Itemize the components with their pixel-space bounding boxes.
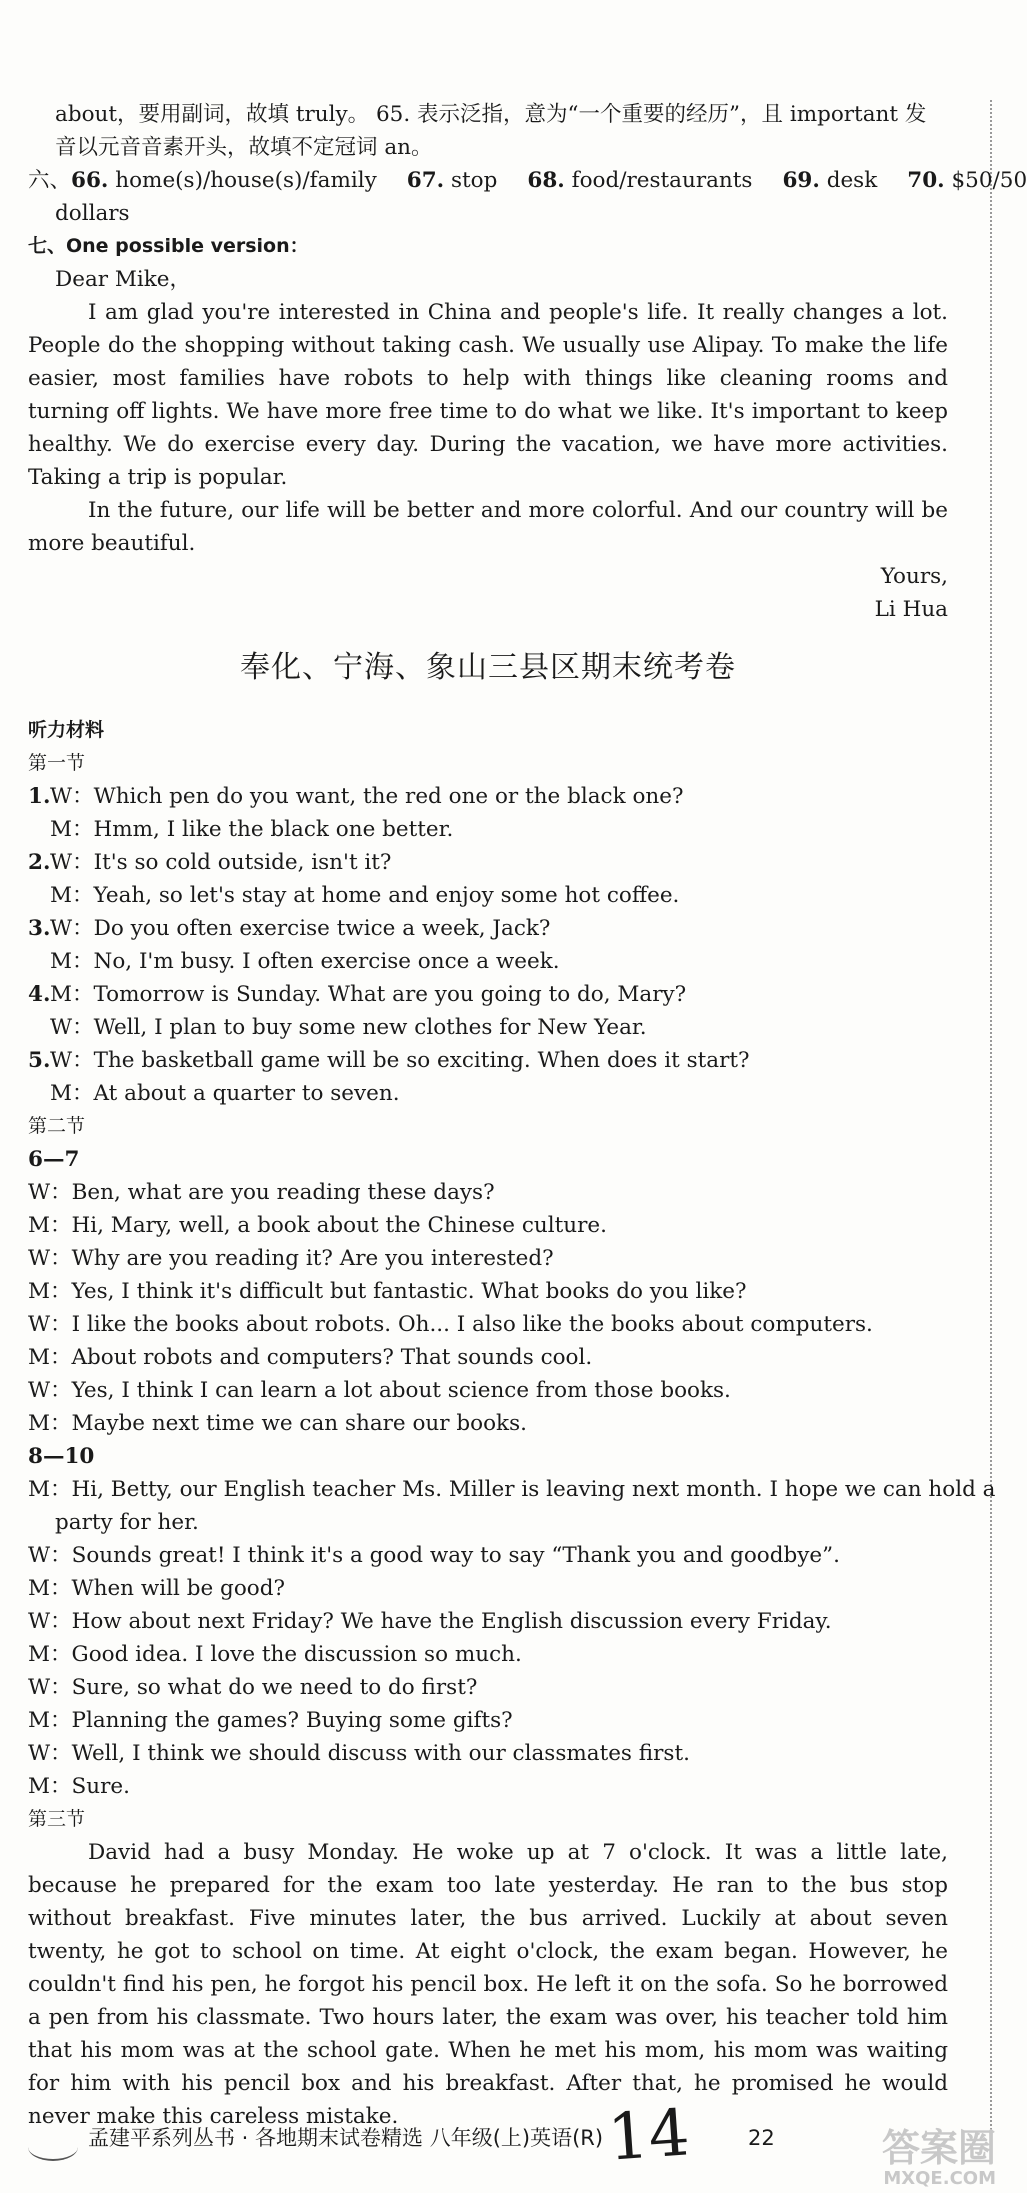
page-content: [28, 98, 1027, 2133]
top-line-2: 音以元音音素开头，故填不定冠词 an。: [55, 135, 433, 160]
watermark: 答案圈 MXQE.COM: [881, 2126, 996, 2189]
page-number: 22: [748, 2126, 775, 2150]
dialog-line: M：When will be good?: [28, 1576, 285, 1601]
dialog-line: W：Sure, so what do we need to do first?: [28, 1675, 478, 1700]
footer-series: 孟建平系列丛书 · 各地期末试卷精选 八年级(上)英语(R): [88, 2126, 604, 2150]
part-2-label: 第二节: [28, 1115, 86, 1137]
dialog-line: W：How about next Friday? We have the English discussion every Friday.: [28, 1609, 832, 1634]
dialog-line: W：Do you often exercise twice a week, Jack?: [50, 916, 551, 941]
dialog-line: W：Yes, I think I can learn a lot about science from those books.: [28, 1378, 731, 1403]
answers-6-label: 六、: [28, 168, 72, 193]
dialog-line: W：I like the books about robots. Oh... I also like the books about computers.: [28, 1312, 873, 1337]
exam-title: 奉化、宁海、象山三县区期末统考卷: [240, 650, 736, 685]
dialog-line: M：Hi, Mary, well, a book about the Chinese culture.: [28, 1213, 607, 1238]
series-logo-icon: [28, 2133, 78, 2161]
handwritten-number: 14: [605, 2096, 692, 2176]
dialog-line: W：Which pen do you want, the red one or the black one?: [50, 784, 684, 809]
part-1-label: 第一节: [28, 752, 86, 774]
top-line-1: about，要用副词，故填 truly。 65. 表示泛指，意为“一个重要的经历”，且 important 发: [55, 102, 927, 127]
dialog-line: M：No, I'm busy. I often exercise once a week.: [50, 949, 560, 974]
group-8-10-label: 8—10: [28, 1444, 95, 1469]
dialog-line: M：Tomorrow is Sunday. What are you going to do, Mary?: [50, 982, 687, 1007]
dialog-line: M：Yeah, so let's stay at home and enjoy some hot coffee.: [50, 883, 680, 908]
letter-signature: Li Hua: [874, 597, 948, 622]
dialog-line: M：Hi, Betty, our English teacher Ms. Miller is leaving next month. I hope we can hold a: [28, 1477, 996, 1502]
group-6-7-lines: [28, 1176, 948, 1440]
dialog-line: W：Well, I plan to buy some new clothes for New Year.: [50, 1015, 647, 1040]
dialog-line: M：Good idea. I love the discussion so much.: [28, 1642, 522, 1667]
listening-heading: 听力材料: [28, 719, 105, 741]
page-footer: [28, 2096, 968, 2176]
letter-paragraph-2: In the future, our life will be better and more colorful. And our country will be more beautiful.: [28, 498, 948, 556]
dialog-line: M：Sure.: [28, 1774, 130, 1799]
dialog-line: M：At about a quarter to seven.: [50, 1081, 400, 1106]
binding-edge: [990, 100, 992, 2150]
answers-6: 六、66. home(s)/house(s)/family 67. stop 68. food/restaurants 69. desk 70. $50/50: [28, 168, 1027, 193]
answers-6-cont: dollars: [55, 201, 130, 226]
dialog-line: M：Maybe next time we can share our books.: [28, 1411, 527, 1436]
dialog-line-cont: party for her.: [55, 1510, 199, 1535]
group-8-10-lines: [28, 1473, 996, 1803]
part-3-passage: David had a busy Monday. He woke up at 7 o'clock. It was a little late, because he prepared for the exam too late yesterday. He ran to the bus stop without breakfast. Five minutes later, the bus arrived. Luckily at about seven twenty, he got to school on time. At eight o'clock, the exam began. However, he couldn't find his pen, he forgot his pencil box. He left it on the sofa. So he borrowed a pen from his classmate. Two hours later, the exam was over, his teacher told him that his mom was at the school gate. When he met his mom, his mom was waiting for him with his pencil box and his breakfast. After that, he promised he would never make this careless mistake.: [28, 1840, 948, 2129]
dialog-line: W：Why are you reading it? Are you interested?: [28, 1246, 554, 1271]
dialog-line: M：Yes, I think it's difficult but fantastic. What books do you like?: [28, 1279, 747, 1304]
dialog-line: W：Well, I think we should discuss with our classmates first.: [28, 1741, 690, 1766]
letter-paragraph-1: I am glad you're interested in China and people's life. It really changes a lot. People do the shopping without taking cash. We usually use Alipay. To make the life easier, most families have robots to help with things like cleaning rooms and turning off lights. We have more free time to do what we like. It's important to keep healthy. We do exercise every day. During the vacation, we have more activities. Taking a trip is popular.: [28, 300, 948, 490]
dialog-line: W：Sounds great! I think it's a good way to say “Thank you and goodbye”.: [28, 1543, 840, 1568]
section-7-label: 七、One possible version：: [28, 235, 309, 257]
dialog-line: M：About robots and computers? That sounds cool.: [28, 1345, 593, 1370]
letter-greeting: Dear Mike，: [55, 267, 192, 292]
dialog-line: W：The basketball game will be so exciting. When does it start?: [50, 1048, 750, 1073]
dialog-line: W：It's so cold outside, isn't it?: [50, 850, 392, 875]
group-6-7-label: 6—7: [28, 1147, 80, 1172]
letter-closing: Yours,: [880, 564, 948, 589]
part-1-lines: 1.W：Which pen do you want, the red one or the black one? M：Hmm, I like the black one better. 2.W：It's so cold outside, isn't it? M：Yeah, so let's stay at home and enjoy some hot coffee. 3.W：Do you often exercise twice a week, Jack? M：No, I'm busy. I often exercise once a week. 4.M：Tomorrow is Sunday. What are you going to do, Mary? W：Well, I plan to buy some new clothes for New Year. 5.W：The basketball game will be so exciting. When does it start? M：At about a quarter to seven.: [28, 784, 750, 1106]
dialog-line: W：Ben, what are you reading these days?: [28, 1180, 495, 1205]
part-3-label: 第三节: [28, 1808, 86, 1830]
dialog-line: M：Planning the games? Buying some gifts?: [28, 1708, 513, 1733]
dialog-line: M：Hmm, I like the black one better.: [50, 817, 454, 842]
